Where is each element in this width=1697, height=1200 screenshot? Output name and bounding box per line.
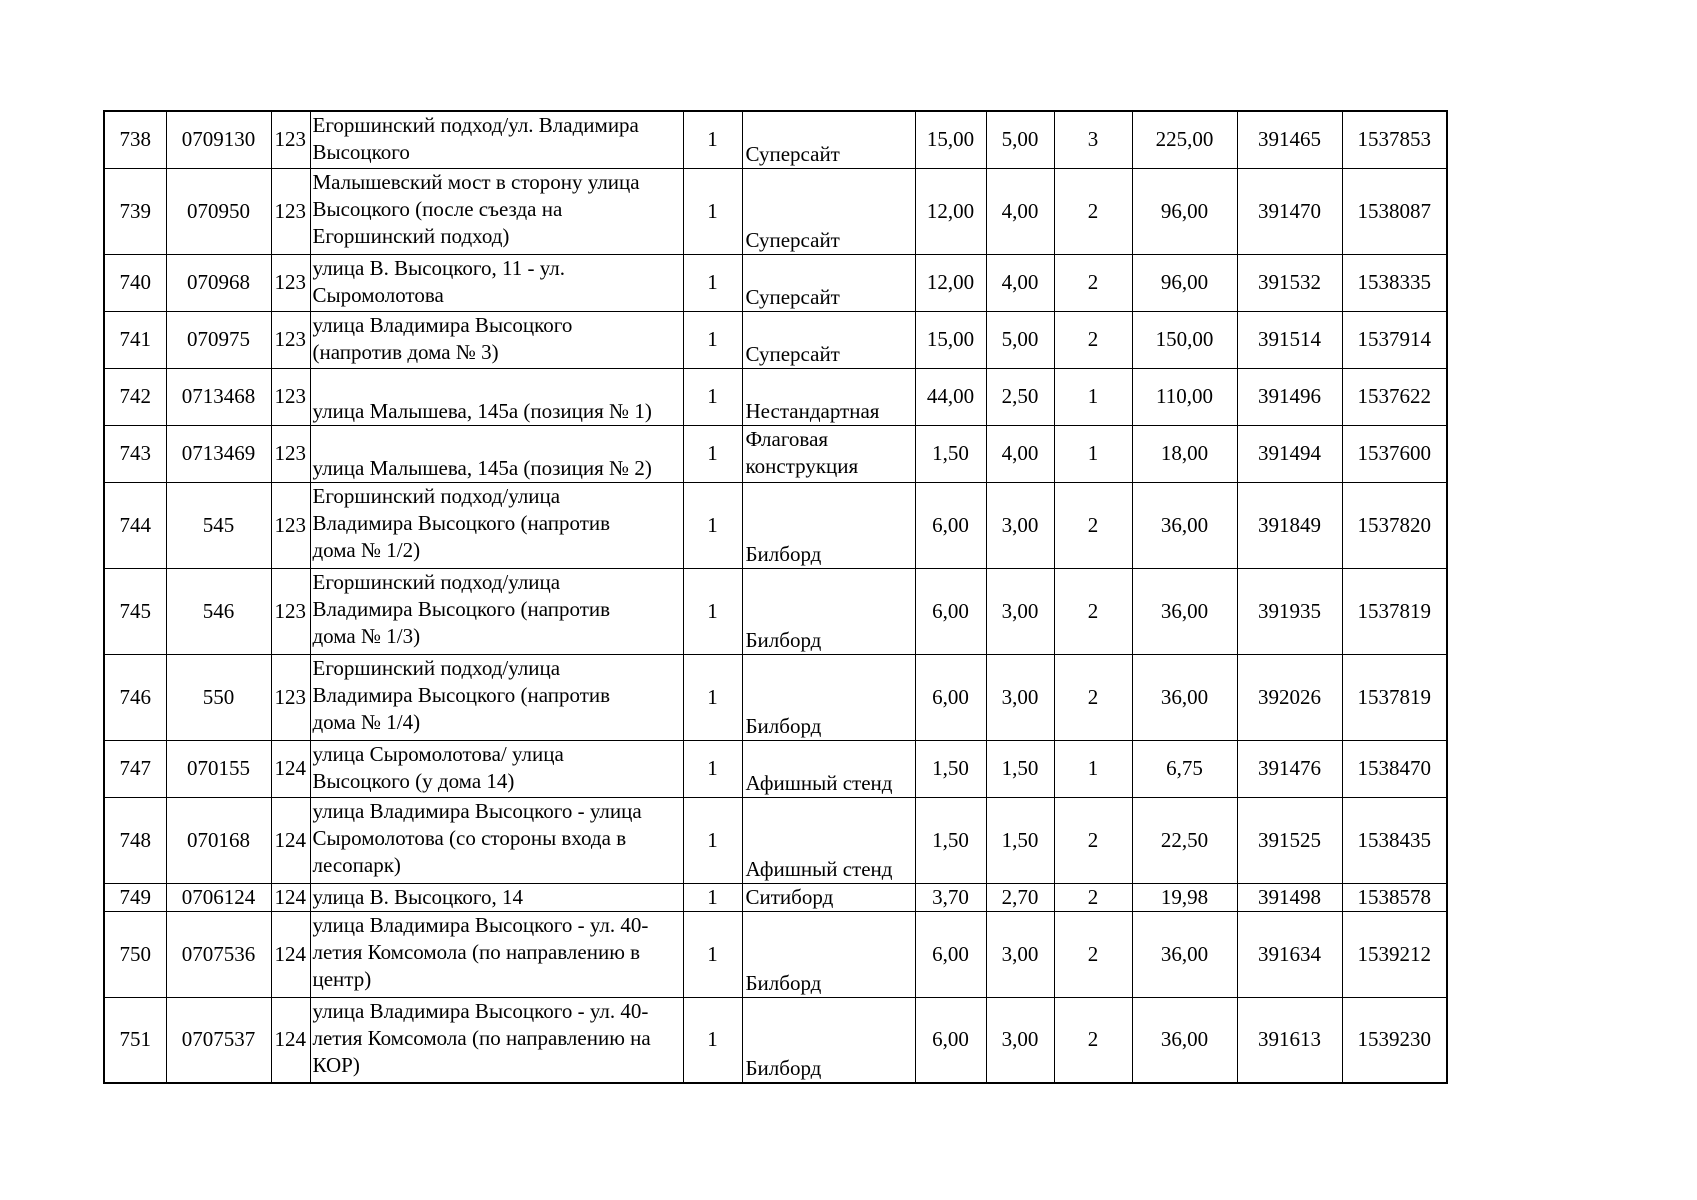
width-cell: 1,50 — [915, 797, 986, 883]
width-cell: 6,00 — [915, 568, 986, 654]
address-cell — [310, 797, 683, 883]
structure-type-cell — [742, 425, 915, 482]
quantity-cell: 1 — [683, 168, 742, 254]
quantity-cell: 1 — [683, 740, 742, 797]
address-line: Владимира Высоцкого (напротив — [312, 682, 611, 707]
structure-type-cell — [742, 654, 915, 740]
area-cell: 36,00 — [1132, 482, 1237, 568]
structure-type-line: Ситиборд — [745, 884, 834, 909]
width-cell: 15,00 — [915, 111, 986, 168]
sides-cell: 2 — [1054, 168, 1132, 254]
address-line: дома № 1/3) — [312, 623, 421, 648]
address-cell — [310, 568, 683, 654]
table-row — [104, 911, 1447, 997]
coord-x-cell: 391465 — [1237, 111, 1342, 168]
area-cell: 36,00 — [1132, 568, 1237, 654]
address-cell — [310, 740, 683, 797]
height-cell: 1,50 — [986, 740, 1054, 797]
address-line: улица Владимира Высоцкого - ул. 40- — [312, 998, 649, 1023]
width-cell: 44,00 — [915, 368, 986, 425]
structure-code-cell: 0706124 — [166, 883, 271, 911]
structure-type-cell — [742, 482, 915, 568]
row-number-cell: 746 — [104, 654, 166, 740]
address-cell — [310, 368, 683, 425]
structure-type-cell — [742, 311, 915, 368]
structure-type-line: Суперсайт — [745, 227, 840, 252]
group-number-cell: 124 — [271, 997, 310, 1083]
structure-type-line: Суперсайт — [745, 141, 840, 166]
address-line: Егоршинский подход/улица — [312, 569, 561, 594]
sides-cell: 1 — [1054, 740, 1132, 797]
group-number-cell: 124 — [271, 883, 310, 911]
row-number-cell: 748 — [104, 797, 166, 883]
width-cell: 12,00 — [915, 254, 986, 311]
structure-type-line: Нестандартная — [745, 398, 880, 423]
sides-cell: 2 — [1054, 911, 1132, 997]
structure-type-line: конструкция — [745, 453, 859, 478]
quantity-cell: 1 — [683, 654, 742, 740]
sides-cell: 2 — [1054, 797, 1132, 883]
width-cell: 6,00 — [915, 482, 986, 568]
height-cell: 1,50 — [986, 797, 1054, 883]
structure-type-line: Флаговая — [745, 426, 829, 451]
area-cell: 22,50 — [1132, 797, 1237, 883]
structure-type-cell — [742, 883, 915, 911]
address-line: центр) — [312, 966, 372, 991]
area-cell: 150,00 — [1132, 311, 1237, 368]
width-cell: 3,70 — [915, 883, 986, 911]
height-cell: 4,00 — [986, 254, 1054, 311]
coord-y-cell: 1537819 — [1342, 654, 1447, 740]
address-cell — [310, 254, 683, 311]
address-cell — [310, 997, 683, 1083]
group-number-cell: 123 — [271, 254, 310, 311]
coord-y-cell: 1538087 — [1342, 168, 1447, 254]
coord-x-cell: 391476 — [1237, 740, 1342, 797]
structure-type-line: Афишный стенд — [745, 770, 893, 795]
structure-type-cell — [742, 568, 915, 654]
address-line: лесопарк) — [312, 852, 401, 877]
structure-type-cell — [742, 368, 915, 425]
quantity-cell: 1 — [683, 797, 742, 883]
row-number-cell: 751 — [104, 997, 166, 1083]
coord-x-cell: 391494 — [1237, 425, 1342, 482]
sides-cell: 1 — [1054, 425, 1132, 482]
row-number-cell: 740 — [104, 254, 166, 311]
address-cell — [310, 911, 683, 997]
address-line: Егоршинский подход) — [312, 223, 510, 248]
structure-type-line: Билборд — [745, 627, 822, 652]
structure-code-cell: 545 — [166, 482, 271, 568]
quantity-cell: 1 — [683, 254, 742, 311]
quantity-cell: 1 — [683, 997, 742, 1083]
quantity-cell: 1 — [683, 911, 742, 997]
width-cell: 12,00 — [915, 168, 986, 254]
structure-code-cell: 070975 — [166, 311, 271, 368]
coord-y-cell: 1537622 — [1342, 368, 1447, 425]
structure-type-line: Билборд — [745, 970, 822, 995]
address-line: улица Малышева, 145а (позиция № 2) — [312, 455, 652, 480]
address-line: Владимира Высоцкого (напротив — [312, 510, 611, 535]
structure-code-cell: 070950 — [166, 168, 271, 254]
table-row — [104, 568, 1447, 654]
coord-x-cell: 391496 — [1237, 368, 1342, 425]
structure-type-cell — [742, 911, 915, 997]
address-line: улица Владимира Высоцкого — [312, 312, 573, 337]
table-row — [104, 740, 1447, 797]
area-cell: 96,00 — [1132, 168, 1237, 254]
coord-y-cell: 1537819 — [1342, 568, 1447, 654]
address-cell — [310, 883, 683, 911]
coord-y-cell: 1537914 — [1342, 311, 1447, 368]
table-row — [104, 311, 1447, 368]
coord-y-cell: 1537853 — [1342, 111, 1447, 168]
advertising-structures-table — [103, 110, 1448, 1084]
group-number-cell: 123 — [271, 568, 310, 654]
table-row — [104, 254, 1447, 311]
sides-cell: 2 — [1054, 654, 1132, 740]
address-line: летия Комсомола (по направлению на — [312, 1025, 651, 1050]
area-cell: 19,98 — [1132, 883, 1237, 911]
coord-y-cell: 1538435 — [1342, 797, 1447, 883]
row-number-cell: 749 — [104, 883, 166, 911]
group-number-cell: 123 — [271, 368, 310, 425]
group-number-cell: 123 — [271, 425, 310, 482]
height-cell: 3,00 — [986, 997, 1054, 1083]
height-cell: 2,50 — [986, 368, 1054, 425]
quantity-cell: 1 — [683, 425, 742, 482]
group-number-cell: 123 — [271, 654, 310, 740]
sides-cell: 3 — [1054, 111, 1132, 168]
document-page — [103, 110, 1448, 1084]
area-cell: 36,00 — [1132, 654, 1237, 740]
row-number-cell: 750 — [104, 911, 166, 997]
address-cell — [310, 482, 683, 568]
address-line: Сыромолотова (со стороны входа в — [312, 825, 627, 850]
table-row — [104, 654, 1447, 740]
coord-x-cell: 391532 — [1237, 254, 1342, 311]
address-line: дома № 1/2) — [312, 537, 421, 562]
address-line: летия Комсомола (по направлению в — [312, 939, 641, 964]
address-cell — [310, 111, 683, 168]
structure-code-cell: 0709130 — [166, 111, 271, 168]
coord-x-cell: 392026 — [1237, 654, 1342, 740]
width-cell: 6,00 — [915, 654, 986, 740]
coord-y-cell: 1539230 — [1342, 997, 1447, 1083]
table-row — [104, 482, 1447, 568]
structure-type-line: Суперсайт — [745, 284, 840, 309]
table-row — [104, 111, 1447, 168]
area-cell: 18,00 — [1132, 425, 1237, 482]
table-row — [104, 425, 1447, 482]
width-cell: 6,00 — [915, 911, 986, 997]
row-number-cell: 745 — [104, 568, 166, 654]
sides-cell: 2 — [1054, 883, 1132, 911]
area-cell: 110,00 — [1132, 368, 1237, 425]
coord-x-cell: 391849 — [1237, 482, 1342, 568]
group-number-cell: 123 — [271, 482, 310, 568]
sides-cell: 2 — [1054, 311, 1132, 368]
area-cell: 225,00 — [1132, 111, 1237, 168]
structure-code-cell: 070968 — [166, 254, 271, 311]
address-cell — [310, 425, 683, 482]
row-number-cell: 747 — [104, 740, 166, 797]
area-cell: 36,00 — [1132, 911, 1237, 997]
height-cell: 5,00 — [986, 111, 1054, 168]
coord-x-cell: 391613 — [1237, 997, 1342, 1083]
table-row — [104, 883, 1447, 911]
width-cell: 15,00 — [915, 311, 986, 368]
address-line: улица Владимира Высоцкого - ул. 40- — [312, 912, 649, 937]
row-number-cell: 743 — [104, 425, 166, 482]
width-cell: 1,50 — [915, 425, 986, 482]
address-line: Егоршинский подход/ул. Владимира — [312, 113, 639, 137]
coord-x-cell: 391634 — [1237, 911, 1342, 997]
structure-code-cell: 070155 — [166, 740, 271, 797]
table-row — [104, 168, 1447, 254]
coord-y-cell: 1539212 — [1342, 911, 1447, 997]
address-cell — [310, 311, 683, 368]
address-line: Егоршинский подход/улица — [312, 483, 561, 508]
address-line: улица В. Высоцкого, 14 — [312, 884, 524, 909]
coord-x-cell: 391935 — [1237, 568, 1342, 654]
structure-type-cell — [742, 740, 915, 797]
quantity-cell: 1 — [683, 883, 742, 911]
structure-type-line: Билборд — [745, 713, 822, 738]
height-cell: 5,00 — [986, 311, 1054, 368]
group-number-cell: 124 — [271, 797, 310, 883]
quantity-cell: 1 — [683, 482, 742, 568]
row-number-cell: 744 — [104, 482, 166, 568]
address-line: дома № 1/4) — [312, 709, 421, 734]
address-line: (напротив дома № 3) — [312, 339, 499, 364]
table-row — [104, 368, 1447, 425]
address-cell — [310, 654, 683, 740]
structure-code-cell: 0707537 — [166, 997, 271, 1083]
address-line: улица Малышева, 145а (позиция № 1) — [312, 398, 652, 423]
width-cell: 6,00 — [915, 997, 986, 1083]
structure-type-cell — [742, 797, 915, 883]
structure-type-cell — [742, 111, 915, 168]
coord-y-cell: 1537820 — [1342, 482, 1447, 568]
structure-code-cell: 0707536 — [166, 911, 271, 997]
quantity-cell: 1 — [683, 111, 742, 168]
width-cell: 1,50 — [915, 740, 986, 797]
structure-code-cell: 550 — [166, 654, 271, 740]
row-number-cell: 738 — [104, 111, 166, 168]
address-line: Высоцкого — [312, 140, 410, 164]
group-number-cell: 123 — [271, 168, 310, 254]
address-line: Высоцкого (у дома 14) — [312, 768, 515, 793]
sides-cell: 2 — [1054, 997, 1132, 1083]
height-cell: 4,00 — [986, 168, 1054, 254]
coord-y-cell: 1537600 — [1342, 425, 1447, 482]
address-line: Высоцкого (после съезда на — [312, 196, 563, 221]
structure-type-cell — [742, 997, 915, 1083]
area-cell: 36,00 — [1132, 997, 1237, 1083]
quantity-cell: 1 — [683, 311, 742, 368]
coord-x-cell: 391470 — [1237, 168, 1342, 254]
coord-x-cell: 391498 — [1237, 883, 1342, 911]
structure-code-cell: 0713468 — [166, 368, 271, 425]
address-line: Сыромолотова — [312, 282, 444, 307]
structure-code-cell: 070168 — [166, 797, 271, 883]
address-line: КОР) — [312, 1052, 360, 1077]
height-cell: 3,00 — [986, 482, 1054, 568]
row-number-cell: 739 — [104, 168, 166, 254]
coord-y-cell: 1538470 — [1342, 740, 1447, 797]
area-cell: 6,75 — [1132, 740, 1237, 797]
area-cell: 96,00 — [1132, 254, 1237, 311]
structure-type-line: Суперсайт — [745, 341, 840, 366]
height-cell: 2,70 — [986, 883, 1054, 911]
coord-x-cell: 391514 — [1237, 311, 1342, 368]
address-line: улица Сыромолотова/ улица — [312, 741, 564, 766]
quantity-cell: 1 — [683, 368, 742, 425]
address-line: улица Владимира Высоцкого - улица — [312, 798, 642, 823]
height-cell: 3,00 — [986, 911, 1054, 997]
quantity-cell: 1 — [683, 568, 742, 654]
height-cell: 4,00 — [986, 425, 1054, 482]
table-body — [104, 111, 1447, 1083]
coord-x-cell: 391525 — [1237, 797, 1342, 883]
table-row — [104, 997, 1447, 1083]
coord-y-cell: 1538335 — [1342, 254, 1447, 311]
structure-type-line: Билборд — [745, 1056, 822, 1080]
structure-type-line: Афишный стенд — [745, 856, 893, 881]
row-number-cell: 741 — [104, 311, 166, 368]
structure-type-line: Билборд — [745, 541, 822, 566]
group-number-cell: 123 — [271, 111, 310, 168]
coord-y-cell: 1538578 — [1342, 883, 1447, 911]
group-number-cell: 124 — [271, 740, 310, 797]
sides-cell: 2 — [1054, 254, 1132, 311]
group-number-cell: 123 — [271, 311, 310, 368]
structure-code-cell: 546 — [166, 568, 271, 654]
height-cell: 3,00 — [986, 654, 1054, 740]
structure-code-cell: 0713469 — [166, 425, 271, 482]
table-row — [104, 797, 1447, 883]
address-line: Егоршинский подход/улица — [312, 655, 561, 680]
sides-cell: 2 — [1054, 568, 1132, 654]
structure-type-cell — [742, 254, 915, 311]
row-number-cell: 742 — [104, 368, 166, 425]
address-line: улица В. Высоцкого, 11 - ул. — [312, 255, 566, 280]
structure-type-cell — [742, 168, 915, 254]
address-cell — [310, 168, 683, 254]
sides-cell: 1 — [1054, 368, 1132, 425]
address-line: Владимира Высоцкого (напротив — [312, 596, 611, 621]
address-line: Малышевский мост в сторону улица — [312, 169, 640, 194]
sides-cell: 2 — [1054, 482, 1132, 568]
height-cell: 3,00 — [986, 568, 1054, 654]
group-number-cell: 124 — [271, 911, 310, 997]
